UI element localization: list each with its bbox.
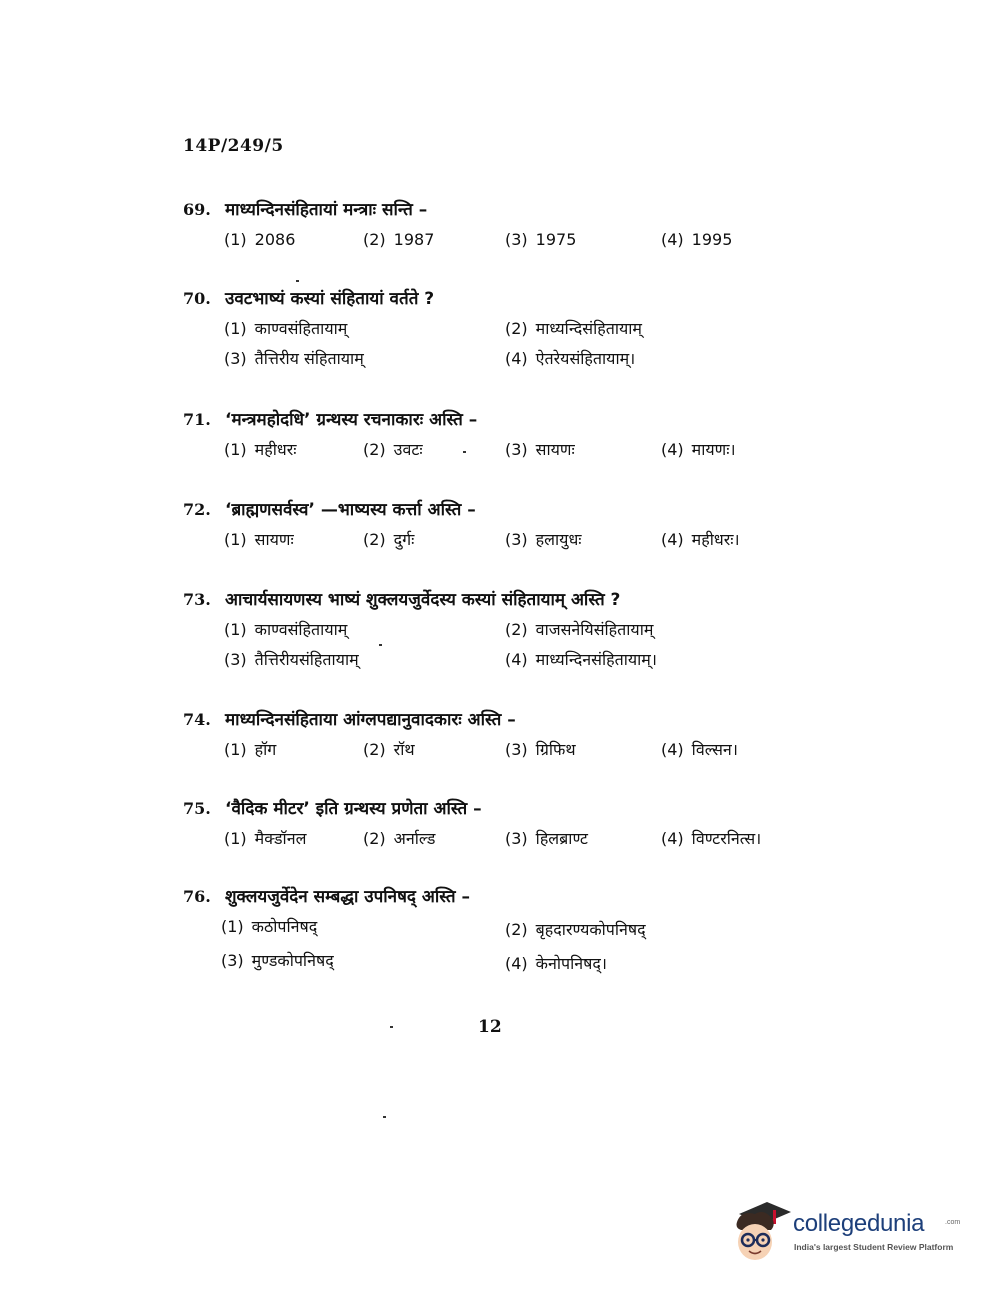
mascot-icon xyxy=(733,1196,793,1268)
paper-code: 14P/249/5 xyxy=(183,136,284,156)
scan-speck xyxy=(379,644,382,646)
scan-speck xyxy=(296,280,299,282)
option-1: (1) मैक्डॉनल xyxy=(224,829,307,848)
option-4: (4) महीधरः। xyxy=(661,530,740,549)
option-2: (2) उवटः xyxy=(363,440,423,459)
option-4: (4) माध्यन्दिनसंहितायाम्। xyxy=(505,650,657,669)
question-72 xyxy=(183,495,823,555)
option-3: (3) तैत्तिरीय संहितायाम् xyxy=(224,349,364,368)
options-row xyxy=(183,615,823,645)
question-75 xyxy=(183,794,823,854)
option-4: (4) केनोपनिषद्। xyxy=(505,954,607,973)
option-2: (2) बृहदारण्यकोपनिषद् xyxy=(505,920,646,939)
scan-speck xyxy=(390,1026,393,1028)
question-70 xyxy=(183,284,823,376)
question-69 xyxy=(183,195,823,255)
option-4: (4) ऐतरेयसंहितायाम्। xyxy=(505,349,636,368)
question-text: माध्यन्दिनसंहितायां मन्त्राः सन्ति – xyxy=(225,200,428,220)
options-row xyxy=(183,314,823,344)
option-4: (4) विल्सन। xyxy=(661,740,738,759)
option-1: (1) महीधरः xyxy=(224,440,297,459)
question-number: 72. xyxy=(183,500,211,519)
question-number: 74. xyxy=(183,710,211,729)
options-row xyxy=(183,912,823,946)
options-row xyxy=(183,435,823,465)
option-4: (4) विण्टरनित्स। xyxy=(661,829,762,848)
question-73 xyxy=(183,585,823,677)
options-row xyxy=(183,824,823,854)
option-2: (2) दुर्गः xyxy=(363,530,415,549)
collegedunia-logo xyxy=(733,1196,963,1268)
option-3: (3) तैत्तिरीयसंहितायाम् xyxy=(224,650,359,669)
question-text: ‘मन्त्रमहोदधि’ ग्रन्थस्य रचनाकारः अस्ति – xyxy=(225,410,478,430)
question-number: 71. xyxy=(183,410,211,429)
scan-speck xyxy=(383,1116,386,1118)
options-row xyxy=(183,645,823,677)
option-1: (1) काण्वसंहितायाम् xyxy=(224,620,348,639)
option-3: (3) 1975 xyxy=(505,230,577,249)
option-3: (3) ग्रिफिथ xyxy=(505,740,576,759)
question-text: आचार्यसायणस्य भाष्यं शुक्लयजुर्वेदस्य कस्यां संहितायाम् अस्ति ? xyxy=(225,590,621,610)
question-text: ‘ब्राह्मणसर्वस्व’ —भाष्यस्य कर्त्ता अस्ति – xyxy=(225,500,476,520)
question-text: ‘वैदिक मीटर’ इति ग्रन्थस्य प्रणेता अस्ति – xyxy=(225,799,482,819)
option-3: (3) हिलब्राण्ट xyxy=(505,829,588,848)
option-3: (3) सायणः xyxy=(505,440,575,459)
option-3: (3) मुण्डकोपनिषद् xyxy=(221,951,334,970)
option-3: (3) हलायुधः xyxy=(505,530,582,549)
option-1: (1) 2086 xyxy=(224,230,296,249)
brand-name: collegedunia xyxy=(793,1210,925,1237)
question-number: 73. xyxy=(183,590,211,609)
option-2: (2) 1987 xyxy=(363,230,435,249)
question-74 xyxy=(183,705,823,765)
options-row xyxy=(183,225,823,255)
question-text: माध्यन्दिनसंहिताया आंग्लपद्यानुवादकारः अस्ति – xyxy=(225,710,516,730)
question-text: शुक्लयजुर्वेदेन सम्बद्धा उपनिषद् अस्ति – xyxy=(225,887,470,907)
option-1: (1) काण्वसंहितायाम् xyxy=(224,319,348,338)
question-71 xyxy=(183,405,823,465)
options-row xyxy=(183,946,823,978)
question-text: उवटभाष्यं कस्यां संहितायां वर्तते ? xyxy=(225,289,435,309)
option-4: (4) 1995 xyxy=(661,230,733,249)
options-row xyxy=(183,735,823,765)
brand-tagline: India's largest Student Review Platform xyxy=(794,1242,954,1252)
options-row xyxy=(183,344,823,376)
question-number: 69. xyxy=(183,200,211,219)
scan-speck xyxy=(463,451,466,453)
question-number: 75. xyxy=(183,799,211,818)
question-number: 70. xyxy=(183,289,211,308)
option-1: (1) हॉग xyxy=(224,740,277,759)
question-number: 76. xyxy=(183,887,211,906)
option-2: (2) वाजसनेयिसंहितायाम् xyxy=(505,620,654,639)
option-2: (2) माध्यन्दिसंहितायाम् xyxy=(505,319,642,338)
option-1: (1) कठोपनिषद् xyxy=(221,917,318,936)
options-row xyxy=(183,525,823,555)
question-76 xyxy=(183,882,823,978)
option-2: (2) अर्नाल्ड xyxy=(363,829,436,848)
option-2: (2) रॉथ xyxy=(363,740,415,759)
option-1: (1) सायणः xyxy=(224,530,294,549)
option-4: (4) मायणः। xyxy=(661,440,736,459)
page-number: 12 xyxy=(478,1017,502,1037)
brand-dotcom: .com xyxy=(945,1219,961,1226)
